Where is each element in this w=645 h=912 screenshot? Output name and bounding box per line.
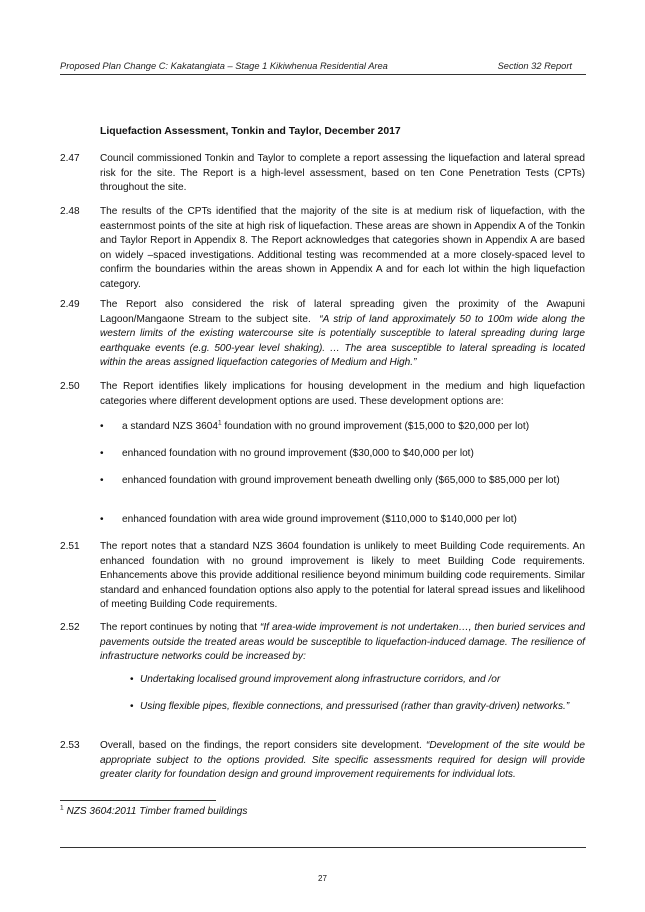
list-item-text: enhanced foundation with area wide ground improvement ($110,000 to $140,000 per lot) <box>122 514 517 525</box>
paragraph-text <box>100 739 585 783</box>
paragraph-2-51 <box>60 540 585 613</box>
list-item-text-part: a standard NZS 3604 <box>122 421 218 432</box>
page-number: 27 <box>318 874 327 883</box>
paragraph-number: 2.48 <box>60 206 80 217</box>
list-item-text <box>122 420 585 435</box>
report-quote: “A strip of land approximately 50 to 100m wide along the western limits of the existing watercourse site is potentially susceptible to lateral spreading during large earthquake events (e.g. 500-year level shaking). … The area susceptible to lateral spreading is located within the areas assigned liquefaction categories of Medium and High.” <box>100 313 585 369</box>
paragraph-text <box>100 621 585 665</box>
paragraph-2-48 <box>60 205 585 293</box>
bullet-marker: • <box>100 421 104 432</box>
paragraph-2-49 <box>60 298 585 371</box>
footnote-marker: 1 <box>60 804 64 812</box>
paragraph-lead: Overall, based on the findings, the report considers site development. <box>100 740 422 751</box>
paragraph-number: 2.52 <box>60 622 80 633</box>
paragraph-number: 2.49 <box>60 299 80 310</box>
paragraph-number: 2.53 <box>60 740 80 751</box>
paragraph-text: The report notes that a standard NZS 3604 foundation is unlikely to meet Building Code requirements. An enhanced foundation with no ground improvement is likely to meet Building Code requirements. Enhancements above this provide additional resilience beyond minimum building code requirements. Similar standard and enhanced foundation options also apply to the potential for lateral spread issues and likelihood of meeting Building Code requirements. <box>100 541 585 611</box>
bullet-marker: • <box>100 448 104 459</box>
list-item-text-part: foundation with no ground improvement ($15,000 to $20,000 per lot) <box>221 421 530 432</box>
paragraph-number: 2.51 <box>60 541 80 552</box>
footnote-separator <box>60 800 216 801</box>
paragraph-2-53 <box>60 739 585 783</box>
list-item-text: enhanced foundation with no ground improvement ($30,000 to $40,000 per lot) <box>122 448 474 459</box>
header-rule <box>60 74 586 75</box>
header-section-title: Section 32 Report <box>497 61 572 71</box>
paragraph-2-52 <box>60 621 585 665</box>
report-quote: “Development of the site would be appropriate subject to the options provided. Site specific assessments required for design will provide greater clarity for foundation design and ground improvement requirements for individual lots. <box>100 740 585 781</box>
footnote-reference: 1 <box>217 419 222 427</box>
paragraph-text: The results of the CPTs identified that the majority of the site is at medium risk of liquefaction, with the easternmost points of the site at high risk of liquefaction. These areas are shown in Appendix A of the Tonkin and Taylor Report in Appendix 8. The Report acknowledges that categories shown in Appendix A are based on widely –spaced investigations. Additional testing was recommended at a more closely-spaced level to confirm the boundaries within the areas shown in Appendix A and for each lot within the high liquefaction category. <box>100 206 585 290</box>
bullet-marker: • <box>130 701 134 712</box>
list-item <box>100 447 585 462</box>
list-item <box>130 700 585 715</box>
report-quote: “If area-wide improvement is not undertaken…, then buried services and pavements outside the treated areas would be susceptible to liquefaction-induced damage. The resilience of infrastructure networks could be increased by: <box>100 622 585 663</box>
paragraph-text: Council commissioned Tonkin and Taylor to complete a report assessing the liquefaction and lateral spread risk for the site. The Report is a high-level assessment, based on ten Cone Penetration Tests (CPTs) throughout the site. <box>100 153 585 194</box>
paragraph-text <box>100 298 585 371</box>
list-item-text: Using flexible pipes, flexible connections, and pressurised (rather than gravity-driven) networks.” <box>140 701 570 712</box>
footnote <box>60 806 247 817</box>
paragraph-number: 2.50 <box>60 381 80 392</box>
header-document-title: Proposed Plan Change C: Kakatangiata – Stage 1 Kikiwhenua Residential Area <box>60 61 388 71</box>
footer-rule <box>60 847 586 848</box>
list-item <box>100 420 585 435</box>
paragraph-number: 2.47 <box>60 153 80 164</box>
paragraph-lead: The report continues by noting that <box>100 622 257 633</box>
bullet-marker: • <box>100 514 104 525</box>
footnote-text: NZS 3604:2011 Timber framed buildings <box>66 806 248 817</box>
list-item <box>130 673 585 688</box>
paragraph-text: The Report identifies likely implications for housing development in the medium and high liquefaction categories where different development options are used. These development options are: <box>100 381 585 407</box>
list-item <box>100 513 585 528</box>
list-item-text: enhanced foundation with ground improvement beneath dwelling only ($65,000 to $85,000 per lot) <box>122 475 560 486</box>
paragraph-lead: The Report also considered the risk of lateral spreading given the proximity of the Awapuni Lagoon/Mangaone Stream to the subject site. <box>100 299 585 325</box>
list-item-text: Undertaking localised ground improvement along infrastructure corridors, and /or <box>140 674 501 685</box>
section-heading: Liquefaction Assessment, Tonkin and Taylor, December 2017 <box>100 126 401 137</box>
bullet-marker: • <box>100 475 104 486</box>
list-item <box>100 474 585 489</box>
paragraph-2-50 <box>60 380 585 409</box>
bullet-marker: • <box>130 674 134 685</box>
paragraph-2-47 <box>60 152 585 196</box>
